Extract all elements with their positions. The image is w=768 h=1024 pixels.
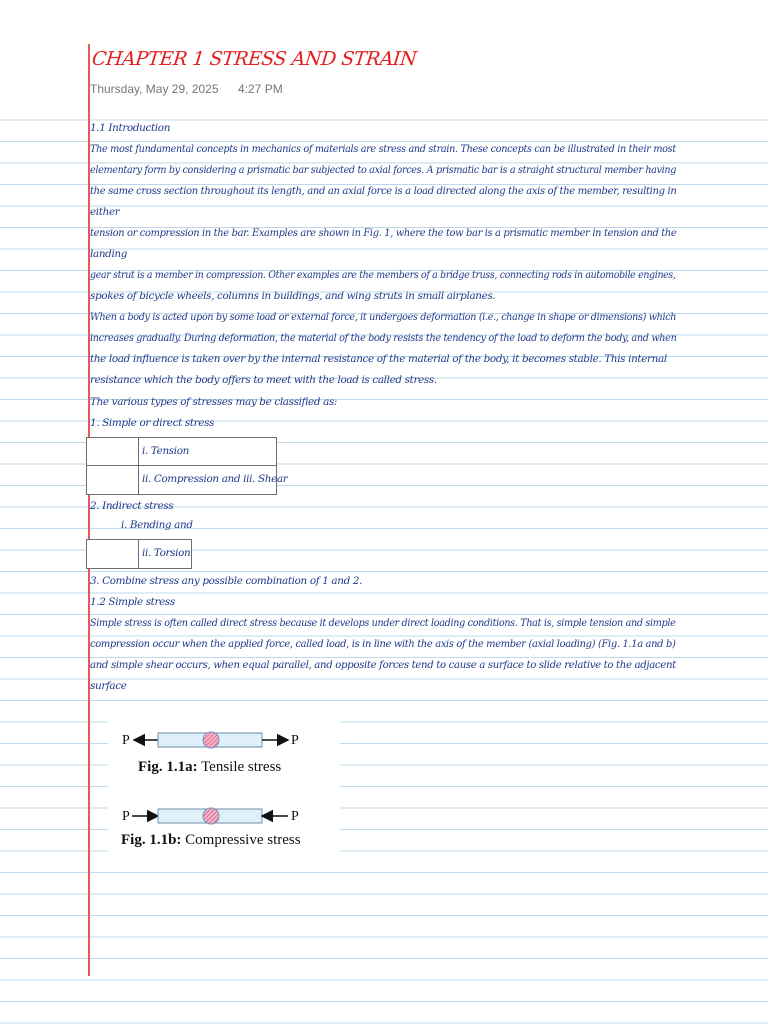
text-line[interactable]: When a body is acted upon by some load or external force, it undergoes deformation (i.e., change in shape or dimensions) which	[90, 311, 677, 323]
text-line[interactable]: spokes of bicycle wheels, columns in buildings, and wing struts in small airplanes.	[90, 290, 496, 302]
compression-cross-section	[203, 808, 219, 824]
figure-caption-a	[138, 759, 281, 776]
force-label-p: P	[291, 809, 299, 824]
text-line[interactable]: resistance which the body offers to meet with the load is called stress.	[90, 374, 437, 386]
text-line[interactable]: increases gradually. During deformation, the material of the body resists the tendency of the load to deform the body, and when	[90, 332, 677, 344]
figure-text-a: Tensile stress	[201, 759, 282, 775]
text-line[interactable]: surface	[90, 680, 127, 692]
table-cell[interactable]: i. Tension	[142, 445, 189, 457]
text-line[interactable]: The various types of stresses may be classified as:	[90, 396, 338, 408]
text-line[interactable]: Simple stress is often called direct stress because it develops under direct loading conditions. That is, simple tension and simple	[90, 617, 676, 629]
text-line[interactable]: tension or compression in the bar. Examples are shown in Fig. 1, where the tow bar is a prismatic member in tension and the	[90, 227, 677, 239]
text-line[interactable]: The most fundamental concepts in mechanics of materials are stress and strain. These concepts can be illustrated in their most	[90, 143, 676, 155]
text-line[interactable]: 3. Combine stress any possible combination of 1 and 2.	[90, 575, 363, 587]
table-row-divider	[86, 465, 276, 466]
text-line[interactable]: gear strut is a member in compression. Other examples are the members of a bridge truss, connecting rods in automobile engines,	[90, 269, 676, 281]
text-line[interactable]: the load influence is taken over by the internal resistance of the material of the body, it becomes stable. This internal	[90, 353, 667, 365]
text-line[interactable]: and simple shear occurs, when equal parallel, and opposite forces tend to cause a surface to slide relative to the adjacent	[90, 659, 676, 671]
note-date: Thursday, May 29, 2025	[90, 82, 219, 96]
note-time: 4:27 PM	[238, 82, 283, 96]
text-line[interactable]: 1.2 Simple stress	[90, 596, 175, 608]
figure-label-b: Fig. 1.1b:	[121, 832, 182, 848]
figure-text-b: Compressive stress	[185, 832, 301, 848]
text-line[interactable]: i. Bending and	[121, 519, 193, 531]
force-label-p: P	[291, 733, 299, 748]
text-line[interactable]: the same cross section throughout its length, and an axial force is a load directed along the axis of the member, resulting in	[90, 185, 677, 197]
stress-figure	[108, 716, 340, 856]
table-cell[interactable]: ii. Compression and iii. Shear	[142, 473, 288, 485]
text-line[interactable]: elementary form by considering a prismatic bar subjected to axial forces. A prismatic bar is a straight structural member having	[90, 164, 677, 176]
table-column-divider	[138, 437, 139, 495]
figure-label-a: Fig. 1.1a:	[138, 759, 198, 775]
text-line[interactable]: 1. Simple or direct stress	[90, 417, 215, 429]
force-label-p: P	[122, 733, 130, 748]
page-title[interactable]: CHAPTER 1 STRESS AND STRAIN	[90, 48, 418, 70]
text-line[interactable]: landing	[90, 248, 128, 260]
text-line[interactable]: compression occur when the applied force, called load, is in line with the axis of the member (axial loading) (Fig. 1.1a and b)	[90, 638, 676, 650]
tension-cross-section	[203, 732, 219, 748]
text-line[interactable]: 2. Indirect stress	[90, 500, 174, 512]
text-line[interactable]: either	[90, 206, 120, 218]
text-line[interactable]: 1.1 Introduction	[90, 122, 171, 134]
force-label-p: P	[122, 809, 130, 824]
figure-caption-b	[121, 832, 301, 849]
table-column-divider	[138, 539, 139, 569]
table-cell[interactable]: ii. Torsion	[142, 547, 191, 559]
